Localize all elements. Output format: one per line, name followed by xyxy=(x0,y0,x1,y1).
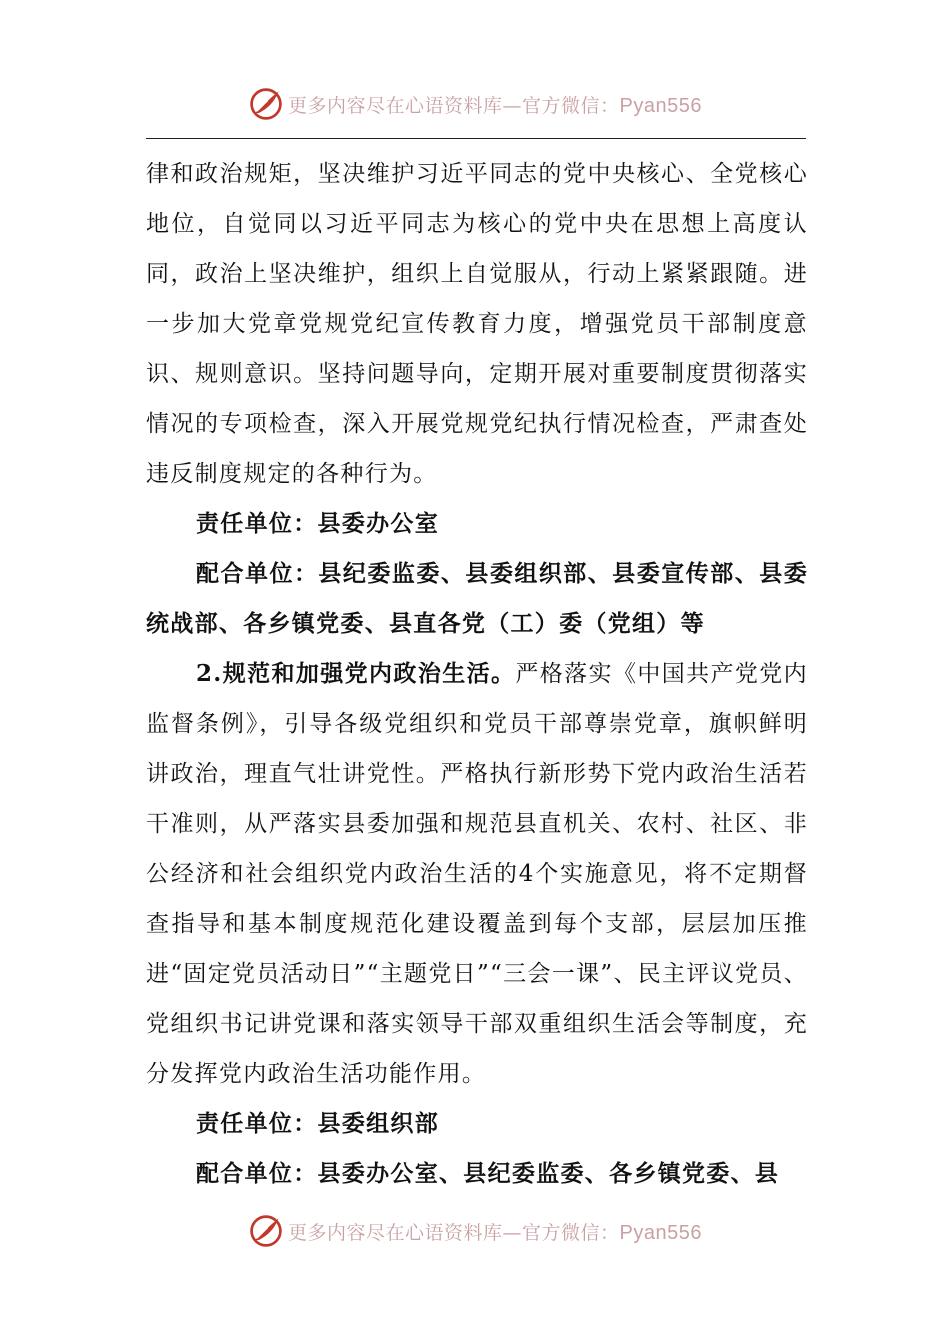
header-watermark xyxy=(0,84,950,124)
watermark-text: 更多内容尽在心语资料库—官方微信：Pyan556 xyxy=(288,94,702,117)
watermark-text: 更多内容尽在心语资料库—官方微信：Pyan556 xyxy=(288,1221,702,1244)
responsible-unit-2: 责任单位：县委组织部 xyxy=(196,1110,439,1137)
responsible-unit-1: 责任单位：县委办公室 xyxy=(196,510,439,537)
cooperating-units-1: 配合单位：县纪委监委、县委组织部、县委宣传部、县委统战部、各乡镇党委、县直各党（工）委（党组）等 xyxy=(146,560,808,637)
item-2-body: 严格落实《中国共产党党内监督条例》，引导各级党组织和党员干部尊崇党章，旗帜鲜明讲政治，理直气壮讲党性。严格执行新形势下党内政治生活若干准则，从严落实县委加强和规范县直机关、农村、社区、非公经济和社会组织党内政治生活的4个实施意见，将不定期督查指导和基本制度规范化建设覆盖到每个支部，层层加压推进“固定党员活动日”“主题党日”“三会一课”、民主评议党员、党组织书记讲党课和落实领导干部双重组织生活会等制度，充分发挥党内政治生活功能作用。 xyxy=(146,661,808,1087)
quill-logo-icon xyxy=(248,86,284,122)
header-divider xyxy=(146,138,806,139)
paragraph-continued: 律和政治规矩，坚决维护习近平同志的党中央核心、全党核心地位，自觉同以习近平同志为核心的党中央在思想上高度认同，政治上坚决维护，组织上自觉服从，行动上紧紧跟随。进一步加大党章党规党纪宣传教育力度，增强党员干部制度意识、规则意识。坚持问题导向，定期开展对重要制度贯彻落实情况的专项检查，深入开展党规党纪执行情况检查，严肃查处违反制度规定的各种行为。 xyxy=(146,161,808,487)
cooperating-units-2: 配合单位：县委办公室、县纪委监委、各乡镇党委、县 xyxy=(196,1160,780,1187)
document-body xyxy=(146,149,808,1199)
wechat-id: Pyan556 xyxy=(619,94,702,117)
wechat-id: Pyan556 xyxy=(619,1221,702,1244)
item-2-heading: 2.规范和加强党内政治生活。 xyxy=(196,660,516,687)
quill-logo-icon xyxy=(248,1213,284,1249)
item-2-paragraph xyxy=(146,649,808,1099)
footer-watermark xyxy=(0,1211,950,1251)
